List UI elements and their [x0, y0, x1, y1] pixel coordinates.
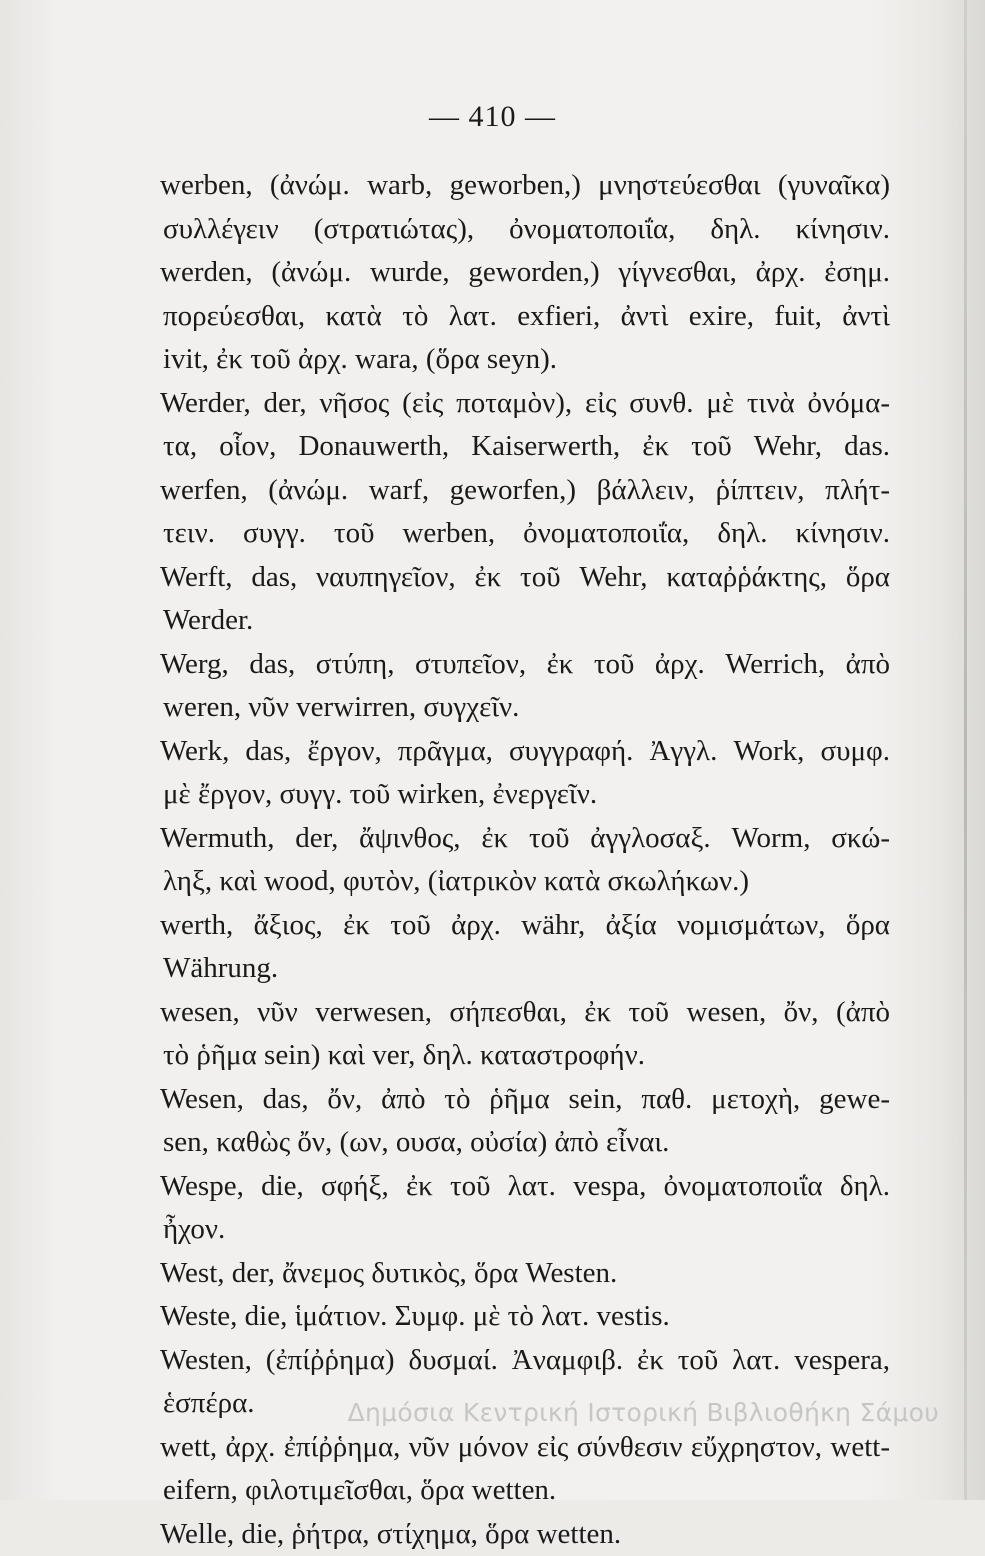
entry-line: Wesen, das, ὄν, ἀπὸ τὸ ῥῆμα sein, παθ. μετοχὴ, gewe- — [160, 1078, 890, 1122]
entry-line: wesen, νῦν verwesen, σήπεσθαι, ἐκ τοῦ wesen, ὄν, (ἀπὸ — [160, 991, 890, 1035]
entry-line: werth, ἄξιος, ἐκ τοῦ ἀρχ. währ, ἀξία νομισμάτων, ὅρα — [160, 904, 890, 948]
library-watermark: Δημόσια Κεντρική Ιστορική Βιβλιοθήκη Σάμου — [0, 1398, 985, 1427]
entry-line: werfen, (ἀνώμ. warf, geworfen,) βάλλειν, ῥίπτειν, πλήτ- — [160, 469, 890, 513]
entry-line: Währung. — [160, 947, 890, 991]
entry-line: Welle, die, ῥήτρα, στίχημα, ὅρα wetten. — [160, 1513, 890, 1556]
page-number: — 410 — — [0, 100, 985, 134]
entry-line: μὲ ἔργον, συγγ. τοῦ wirken, ἐνεργεῖν. — [160, 773, 890, 817]
entry-line: συλλέγειν (στρατιώτας), ὀνοματοποιΐα, δηλ. κίνησιν. — [160, 208, 890, 252]
entry-line: ληξ, καὶ wood, φυτὸν, (ἰατρικὸν κατὰ σκωλήκων.) — [160, 860, 890, 904]
entry-line: τα, οἷον, Donauwerth, Kaiserwerth, ἐκ τοῦ Wehr, das. — [160, 425, 890, 469]
entry-line: eifern, φιλοτιμεῖσθαι, ὅρα wetten. — [160, 1469, 890, 1513]
entry-line: πορεύεσθαι, κατὰ τὸ λατ. exfieri, ἀντὶ exire, fuit, ἀντὶ — [160, 295, 890, 339]
entry-line: Wermuth, der, ἄψινθος, ἐκ τοῦ ἀγγλοσαξ. Worm, σκώ- — [160, 817, 890, 861]
entry-line: τειν. συγγ. τοῦ werben, ὀνοματοποιΐα, δηλ. κίνησιν. — [160, 512, 890, 556]
entry-line: werden, (ἀνώμ. wurde, geworden,) γίγνεσθαι, ἀρχ. ἐσημ. — [160, 251, 890, 295]
dictionary-entries — [160, 164, 890, 1556]
entry-line: Werft, das, ναυπηγεῖον, ἐκ τοῦ Wehr, καταῤῥάκτης, ὅρα — [160, 556, 890, 600]
entry-line: West, der, ἄνεμος δυτικὸς, ὅρα Westen. — [160, 1252, 890, 1296]
entry-line: Westen, (ἐπίῤῥημα) δυσμαί. Ἀναμφιβ. ἐκ τοῦ λατ. vespera, — [160, 1339, 890, 1383]
entry-line: Wespe, die, σφήξ, ἐκ τοῦ λατ. vespa, ὀνοματοποιΐα δηλ. — [160, 1165, 890, 1209]
entry-line: ivit, ἐκ τοῦ ἀρχ. wara, (ὅρα seyn). — [160, 338, 890, 382]
entry-line: ἦχον. — [160, 1208, 890, 1252]
entry-line: Werg, das, στύπη, στυπεῖον, ἐκ τοῦ ἀρχ. Werrich, ἀπὸ — [160, 643, 890, 687]
entry-line: τὸ ῥῆμα sein) καὶ ver, δηλ. καταστροφήν. — [160, 1034, 890, 1078]
entry-line: wett, ἀρχ. ἐπίῤῥημα, νῦν μόνον εἰς σύνθεσιν εὔχρηστον, wett- — [160, 1426, 890, 1470]
entry-line: Werk, das, ἔργον, πρᾶγμα, συγγραφή. Ἀγγλ. Work, συμφ. — [160, 730, 890, 774]
entry-line: Weste, die, ἱμάτιον. Συμφ. μὲ τὸ λατ. vestis. — [160, 1295, 890, 1339]
entry-line: sen, καθὼς ὄν, (ων, ουσα, οὐσία) ἀπὸ εἶναι. — [160, 1121, 890, 1165]
page-spine-shadow — [964, 0, 967, 1500]
entry-line: Werder. — [160, 599, 890, 643]
entry-line: werben, (ἀνώμ. warb, geworben,) μνηστεύεσθαι (γυναῖκα) — [160, 164, 890, 208]
entry-line: ἑσπέρα. — [160, 1382, 890, 1426]
entry-line: weren, νῦν verwirren, συγχεῖν. — [160, 686, 890, 730]
entry-line: Werder, der, νῆσος (εἰς ποταμὸν), εἰς συνθ. μὲ τινὰ ὀνόμα- — [160, 382, 890, 426]
